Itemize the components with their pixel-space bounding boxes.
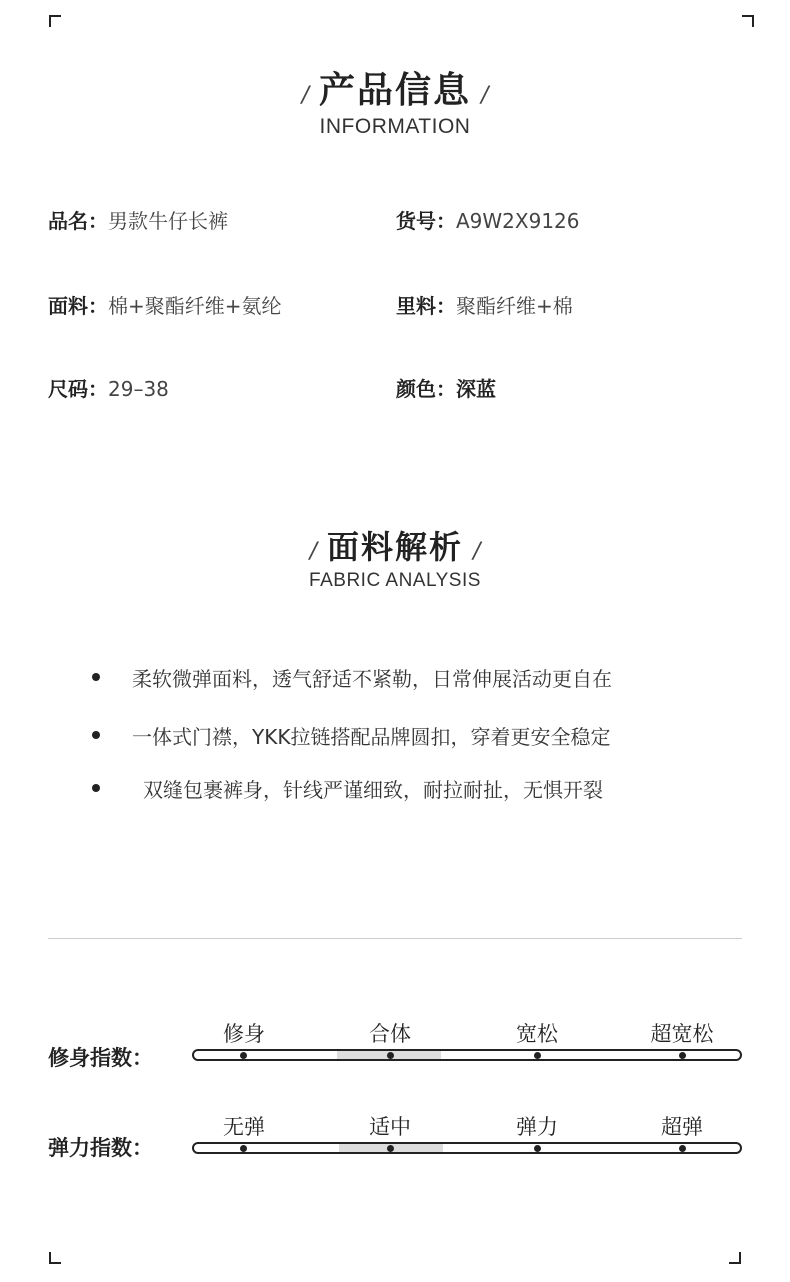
info-fabric (48, 290, 282, 319)
info-title-en: INFORMATION (319, 115, 471, 138)
info-sku-key: 货号： (396, 209, 456, 233)
fit-knob (534, 1052, 541, 1059)
fabric-section-title (0, 522, 790, 592)
title-slash-left: / (301, 83, 309, 108)
stretch-knob (679, 1145, 686, 1152)
bullet-dot (92, 784, 100, 792)
fit-knob (679, 1052, 686, 1059)
stretch-option-label: 无弹 (223, 1115, 265, 1139)
title-slash-right: / (481, 83, 489, 108)
info-color-key: 颜色： (396, 377, 456, 401)
fit-knob (240, 1052, 247, 1059)
info-color-value: 深蓝 (456, 377, 496, 401)
info-title-zh: 产品信息 (318, 70, 471, 111)
info-name (48, 205, 228, 234)
stretch-knob (240, 1145, 247, 1152)
info-fabric-key: 面料： (48, 294, 108, 318)
info-color (396, 373, 496, 402)
fit-option-label: 超宽松 (650, 1022, 714, 1046)
info-name-key: 品名： (48, 209, 108, 233)
stretch-knob (534, 1145, 541, 1152)
fabric-title-en: FABRIC ANALYSIS (309, 570, 481, 591)
info-lining-key: 里料： (396, 294, 456, 318)
title-slash-left: / (309, 539, 317, 564)
fit-option-label: 宽松 (516, 1022, 558, 1046)
fit-option-label: 修身 (223, 1022, 265, 1046)
info-size (48, 373, 169, 402)
corner-top-left (49, 15, 61, 27)
info-sku-value: A9W2X9126 (456, 209, 580, 233)
corner-bottom-left (49, 1252, 61, 1264)
info-section-title (0, 62, 790, 139)
info-name-value: 男款牛仔长裤 (108, 209, 228, 233)
bullet-text: 双缝包裹裤身，针线严谨细致，耐拉耐扯，无惧开裂 (143, 778, 603, 802)
title-slash-right: / (473, 539, 481, 564)
info-fabric-value: 棉+聚酯纤维+氨纶 (108, 294, 282, 318)
bullet-text: 一体式门襟，YKK拉链搭配品牌圆扣，穿着更安全稳定 (132, 725, 611, 749)
bullet-dot (92, 731, 100, 739)
divider (48, 938, 742, 939)
info-lining (396, 290, 573, 319)
info-size-value: 29–38 (108, 377, 169, 401)
fit-index-label: 修身指数： (48, 1046, 153, 1070)
stretch-option-label: 超弹 (661, 1115, 703, 1139)
fabric-title-zh: 面料解析 (326, 528, 463, 566)
bullet-dot (92, 673, 100, 681)
fit-index-track (192, 1049, 742, 1061)
stretch-option-label: 适中 (369, 1115, 411, 1139)
info-sku (396, 205, 580, 234)
stretch-option-label: 弹力 (516, 1115, 558, 1139)
fit-option-label: 合体 (369, 1022, 411, 1046)
fit-knob (387, 1052, 394, 1059)
corner-bottom-right (729, 1252, 741, 1264)
corner-top-right (742, 15, 754, 27)
stretch-index-label: 弹力指数： (48, 1136, 153, 1160)
stretch-knob (387, 1145, 394, 1152)
info-size-key: 尺码： (48, 377, 108, 401)
stretch-index-track (192, 1142, 742, 1154)
info-lining-value: 聚酯纤维+棉 (456, 294, 573, 318)
bullet-text: 柔软微弹面料，透气舒适不紧勒，日常伸展活动更自在 (132, 667, 612, 691)
